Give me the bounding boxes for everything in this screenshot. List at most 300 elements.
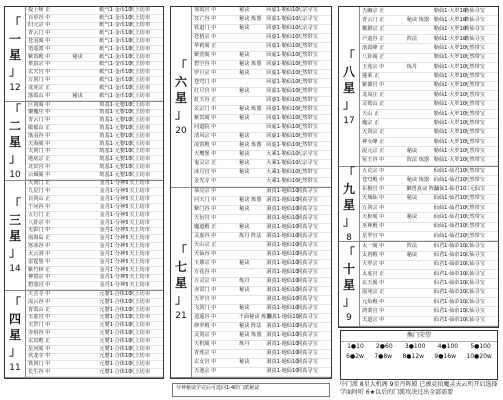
sect-row	[26, 172, 163, 180]
sect-cell: 回虚1·勒仙10	[266, 61, 299, 68]
sect-row	[26, 156, 163, 164]
star-char: 七	[174, 260, 187, 275]
star-group	[5, 181, 163, 292]
sect-cell: 天池宗 中	[194, 368, 217, 375]
sect-row	[26, 243, 163, 251]
sect-cell: 天上坊市	[129, 188, 150, 195]
sect-cell: 勒仙寻宝	[464, 35, 485, 42]
sect-cell: 天上坊市	[129, 180, 150, 187]
sect-cell: 勒仙1·大罗10	[433, 157, 467, 164]
star-char: 」	[342, 214, 355, 229]
sect-cell: 洞真1·地仙10	[266, 269, 299, 276]
sect-row	[192, 25, 331, 34]
sect-cell: 洞真寻宝	[296, 332, 318, 339]
sect-cell: 天上坊市	[129, 30, 151, 37]
sect-cell: 无然带宝	[464, 147, 485, 154]
star-name	[9, 102, 21, 166]
sect-cell: 天上坊市	[129, 171, 151, 178]
sect-cell: 火云洞 中	[28, 250, 51, 257]
sect-cell: 天上坊市	[129, 148, 151, 155]
sect-cell: 回虚1·勒仙10	[266, 7, 299, 14]
sect-cell: 筑基1·元婴10	[99, 163, 132, 170]
sect-row	[192, 305, 331, 314]
sect-row	[192, 142, 331, 151]
sect-cell: 虹天谷 正	[194, 97, 217, 104]
sect-row	[26, 282, 163, 290]
star-char: 」	[8, 344, 21, 359]
sect-cell: 天上坊市	[129, 274, 150, 281]
star-name	[9, 15, 21, 79]
sect-cell: 天上坊市	[129, 306, 151, 313]
sect-cell: 勒仙1·大罗10	[433, 119, 467, 126]
sect-row	[192, 7, 331, 16]
sect-cell: 天上坊市	[129, 282, 150, 289]
sect-row	[192, 160, 331, 169]
sect-row	[192, 52, 331, 61]
sect-cell: 仙君1·仙帝10	[433, 289, 467, 296]
sect-row	[360, 289, 498, 298]
sect-cell: 秘诀	[72, 53, 83, 60]
sect-cell: 南海岛 正	[28, 235, 51, 242]
sect-cell: 罗巨宗 中	[194, 70, 217, 77]
hall-cell: 7●8w	[374, 353, 393, 360]
sect-cell: 天上坊市	[129, 140, 151, 147]
sect-row	[192, 260, 331, 269]
sect-cell: 恭亮宗 中	[194, 188, 217, 195]
sect-row	[360, 307, 498, 316]
sect-cell: 秘诀	[406, 147, 418, 154]
star-group	[171, 7, 331, 188]
sect-cell: 天上坊市	[129, 84, 151, 91]
sect-cell: 勒仙1·大罗10	[433, 82, 467, 89]
sect-row	[192, 197, 331, 206]
star-group	[339, 167, 498, 242]
sect-cell: 雷霆堡 中	[28, 258, 51, 265]
sect-cell: 阵法 炼器	[406, 157, 430, 164]
sect-cell: 千问谷 中	[28, 203, 51, 210]
sect-cell: 天上坊市	[129, 345, 151, 352]
sect-cell: 红月宫 中	[194, 88, 217, 95]
sect-cell: 阵法	[406, 242, 418, 249]
star-char: 」	[8, 245, 21, 260]
star-count: 8	[346, 233, 352, 244]
sect-cell: 天上坊市	[129, 298, 151, 305]
star-char: 「	[342, 246, 355, 261]
sect-cell: 洞真1·地仙10	[266, 314, 299, 321]
sect-cell: 百草谷 中	[28, 14, 51, 21]
sect-cell: 灵虚谷 中	[194, 233, 217, 240]
sect-cell: 天幽宗 正	[362, 7, 385, 14]
star-count: 12	[9, 82, 21, 93]
star-label	[5, 102, 26, 180]
sect-cell: 纸气1·金币10	[99, 38, 132, 45]
sect-row	[26, 38, 163, 46]
sect-row	[360, 317, 498, 326]
sect-cell: 秘诀	[239, 70, 250, 77]
sect-cell: 天然带宝	[464, 195, 485, 202]
sect-cell: 天上坊市	[129, 258, 150, 265]
sect-row	[360, 223, 498, 232]
sect-row	[192, 106, 331, 115]
sect-cell: 秘诀	[239, 115, 250, 122]
sect-cell: 金丹1·分神5	[99, 219, 129, 226]
star-char: 」	[342, 294, 355, 309]
sect-cell: 蓬莱 正	[362, 73, 380, 80]
sect-cell: 无然带宝	[296, 124, 318, 131]
sect-rows	[360, 242, 498, 326]
sect-cell: 苍梧宗 中	[194, 34, 217, 41]
sect-cell: 元婴1·合体10	[99, 353, 132, 360]
sect-row	[26, 196, 163, 204]
sect-cell: 八卦宗 中	[28, 219, 51, 226]
sect-row	[360, 110, 498, 119]
sect-cell: 洞真1·地仙10	[266, 323, 299, 330]
sect-cell: 秘诀	[72, 92, 83, 99]
sect-cell: 天然带宝	[464, 167, 485, 174]
sect-cell: 仙仙1·仙君10	[433, 213, 467, 220]
sect-cell: 魔道殿 正	[194, 224, 217, 231]
sect-cell: 元始殿 中	[362, 298, 385, 305]
sect-cell: 青云门 中	[28, 30, 51, 37]
sect-cell: 金丹1·分神5	[99, 188, 129, 195]
sect-cell: 苍穹殿 中	[362, 176, 385, 183]
sect-row	[192, 296, 331, 305]
sect-cell: 星河阁 中	[28, 345, 51, 352]
sect-cell: 天剑门 中	[28, 148, 51, 155]
hall-cell: 10●20w	[466, 353, 492, 360]
sect-cell: 天音寺 中	[28, 290, 51, 297]
sect-cell: 玉鼎宗 中	[194, 260, 217, 267]
sect-cell: 洞真1·地仙10	[266, 206, 299, 213]
sect-cell: 太初殿 中	[362, 252, 385, 259]
sect-row	[192, 124, 331, 133]
sect-cell: 仙君1·仙帝10	[433, 270, 467, 277]
hall-title: 熊门荣望	[341, 331, 497, 342]
sect-row	[360, 91, 498, 100]
sect-row	[192, 350, 331, 359]
sect-cell: 流云谷 中	[28, 298, 51, 305]
sect-cell: 敏郁山 正	[28, 124, 51, 131]
sect-cell: 五行门 正	[28, 211, 51, 218]
sect-cell: 玄仙寻宝	[464, 270, 485, 277]
star-group	[5, 102, 163, 181]
sect-cell: 洞真寻宝	[296, 260, 318, 267]
sect-cell: 勒仙寻宝	[464, 26, 485, 33]
sect-row	[192, 43, 331, 52]
sect-cell: 炼丹	[406, 63, 418, 70]
sect-cell: 青云门 正	[362, 16, 385, 23]
sect-cell: 鬼灵宗 正	[194, 160, 217, 167]
sect-row	[26, 85, 163, 93]
sect-cell: 洞真寻宝	[297, 314, 318, 321]
sect-cell: 神女峰 正	[362, 138, 385, 145]
sect-cell: 巨剑阁 中	[28, 101, 51, 108]
sect-cell: 玄冥殿 正	[28, 337, 51, 344]
sect-row	[360, 7, 498, 16]
sect-cell: 天上坊市	[129, 156, 151, 163]
sect-cell: 天上坊市	[129, 69, 151, 76]
sect-cell: 金丹1·分神5	[99, 180, 129, 187]
sect-row	[360, 298, 498, 307]
sect-cell: 寒冰谷 中	[28, 243, 51, 250]
sect-cell: 归元宗 中	[28, 22, 51, 29]
sect-cell: 玄天宫 中	[28, 69, 51, 76]
sect-cell: 星罗宫 中	[362, 232, 385, 239]
sect-cell: 紫门谷 中	[194, 206, 217, 213]
sect-cell: 无然带宝	[296, 70, 318, 77]
star-count: 21	[175, 311, 187, 322]
sect-cell: 无然带宝	[464, 54, 485, 61]
sect-cell: 天然带宝	[464, 213, 485, 220]
sect-row	[192, 323, 331, 332]
sect-cell: 千面秘诀 炼器	[238, 314, 272, 321]
sect-cell: 仙君1·仙帝10	[433, 280, 467, 287]
sect-cell: 洞真寻宝	[296, 305, 318, 312]
sect-row	[360, 242, 498, 251]
sect-cell: 金丹1·分神5	[99, 250, 129, 257]
sect-row	[26, 77, 163, 85]
sect-cell: 逍遥谷 中	[194, 314, 217, 321]
star-name	[343, 165, 355, 229]
sect-cell: 神霄宗 中	[28, 274, 51, 281]
sect-cell: 大乘1·勒仙10	[266, 178, 299, 185]
sect-cell: 青霞山 正	[28, 306, 51, 313]
sect-cell: 洞真1·地仙10	[266, 242, 299, 249]
sect-cell: 纸气1·金币10	[99, 30, 132, 37]
sect-cell: 元婴1·合体10	[99, 322, 132, 329]
star-group	[339, 7, 498, 167]
sect-row	[360, 261, 498, 270]
sect-cell: 冤王谷 中	[362, 157, 385, 164]
sect-cell: 洞真寻宝	[296, 323, 318, 330]
sect-row	[192, 88, 331, 97]
sect-row	[192, 359, 331, 368]
sect-cell: 无然带宝	[296, 79, 318, 86]
sect-cell: 万灵宗 中	[194, 278, 217, 285]
sect-cell: 无然带宝	[296, 178, 318, 185]
star-char: 九	[342, 182, 355, 197]
sect-cell: 元婴1·合体10	[99, 345, 132, 352]
sect-cell: 勒仙1·大罗10	[433, 54, 467, 61]
sect-cell: 秘诀	[406, 195, 418, 202]
sect-cell: 天城仙 中	[362, 195, 385, 202]
sect-row	[192, 269, 331, 278]
sect-cell: 天上坊市	[129, 314, 151, 321]
sect-cell: 天上坊市	[129, 243, 150, 250]
star-char: 八	[342, 64, 355, 79]
sect-cell: 天上坊市	[129, 53, 151, 60]
sect-cell: 回虚1·勒仙10	[266, 34, 299, 41]
sect-cell: 玄天阁 中	[362, 280, 385, 287]
sect-cell: 天上坊市	[129, 353, 151, 360]
sect-cell: 洞真1·地仙10	[266, 215, 299, 222]
star-char: 「	[174, 244, 187, 259]
sect-cell: 天上坊市	[129, 361, 151, 368]
star-char: 」	[8, 63, 21, 78]
sect-row	[26, 369, 163, 377]
sect-cell: 勒仙1·大罗10	[433, 101, 467, 108]
star-count: 11	[9, 363, 21, 374]
star-name	[343, 48, 355, 112]
sect-cell: 龙虎宗 正	[28, 84, 51, 91]
sect-cell: 天罗宫 中	[194, 296, 217, 303]
sect-cell: 天上坊市	[129, 368, 151, 375]
sect-cell: 秘诀 炼器	[239, 197, 262, 204]
sect-cell: 大宗寻宝	[296, 25, 318, 32]
sect-cell: 回虚1·勒仙10	[266, 106, 299, 113]
star-char: 星	[174, 90, 187, 105]
sect-row	[192, 251, 331, 260]
sect-cell: 纸气1·金币10	[99, 77, 132, 84]
sect-cell: 无然带宝	[464, 157, 485, 164]
sect-cell: 勒仙寻宝	[464, 16, 485, 23]
sect-cell: 玄仙寻宝	[464, 289, 485, 296]
sect-cell: 回虚1·勒仙10	[266, 79, 299, 86]
sect-rows	[192, 7, 331, 187]
sect-row	[360, 204, 498, 213]
sect-cell: 天上坊市	[129, 92, 151, 99]
sect-cell: 无然带宝	[464, 73, 485, 80]
star-char: 星	[8, 47, 21, 62]
sect-cell: 天道宗 中	[362, 317, 385, 324]
star-char: 「	[8, 197, 21, 212]
sect-cell: 仙君1·仙帝10	[433, 252, 467, 259]
sect-rows	[360, 7, 498, 166]
sect-cell: 洞真1·地仙10	[266, 197, 299, 204]
sect-cell: 华莉阁 正	[194, 43, 217, 50]
sect-cell: 天上坊市	[129, 77, 151, 84]
sect-cell: 仙君1·仙帝10	[433, 317, 467, 324]
sect-cell: 天鹰堡 中	[194, 151, 217, 158]
sect-row	[360, 63, 498, 72]
sect-cell: 洞真寻宝	[296, 368, 318, 375]
star-char: 「	[8, 15, 21, 30]
hall-cell: 3●100	[404, 343, 426, 350]
star-group	[171, 188, 331, 378]
sect-cell: 秘诀	[406, 252, 418, 259]
sect-cell: 仙仙1·仙君10	[433, 232, 467, 239]
sect-cell: 勒仙1·大罗10	[433, 73, 467, 80]
sect-cell: 百剑山 正	[28, 196, 51, 203]
sect-cell: 地底宗 正	[28, 156, 51, 163]
star-group	[5, 7, 163, 102]
sect-cell: 冰月宫 中	[194, 169, 217, 176]
sect-cell: 勒仙1·大罗10	[433, 35, 467, 42]
sect-row	[192, 233, 331, 242]
sect-cell: 回虚1·勒仙10	[266, 52, 299, 59]
sect-cell: 黄泉宗 中	[28, 61, 51, 68]
sect-cell: 天然带宝	[464, 232, 485, 239]
sect-row	[360, 73, 498, 82]
sect-cell: 天上坊市	[129, 124, 151, 131]
sect-cell: 洞真1·地仙10	[266, 260, 299, 267]
sect-cell: 洞真1·地仙10	[266, 368, 299, 375]
sect-cell: 凌霄殿 中	[194, 142, 217, 149]
sect-cell: 大乘1·勒仙10	[266, 169, 299, 176]
sect-cell: 元婴1·合体10	[99, 306, 132, 313]
hall-row-1	[341, 342, 497, 352]
hall-row-2	[341, 352, 497, 362]
sect-cell: 天上坊市	[129, 22, 151, 29]
sect-cell: 无然带宝	[296, 142, 318, 149]
sect-cell: 赤焰谷 中	[28, 329, 51, 336]
sect-cell: 天上坊市	[129, 45, 151, 52]
sect-cell: 洞真寻宝	[296, 287, 318, 294]
sect-cell: 仙仙1·仙君10	[433, 167, 467, 174]
sect-cell: 天上坊市	[129, 38, 151, 45]
sect-row	[360, 186, 498, 195]
sect-row	[26, 299, 163, 307]
sect-cell: 九星门 中	[28, 188, 51, 195]
sect-cell: 仙仙1·仙君10	[433, 176, 467, 183]
sect-cell: 筑基1·元婴10	[99, 148, 132, 155]
star-count: 14	[9, 264, 21, 275]
sect-cell: 灵鹫山 正	[362, 101, 385, 108]
sect-cell: 天山 正	[362, 110, 380, 117]
sect-cell: 金丹1·分神5	[99, 274, 129, 281]
sect-row	[360, 54, 498, 63]
sect-cell: 伏龙寺 中	[28, 353, 51, 360]
star-char: 星	[342, 80, 355, 95]
sect-row	[192, 115, 331, 124]
sect-cell: 金丹1·分神5	[99, 235, 129, 242]
sect-cell: 勒仙1·大罗10	[433, 138, 467, 145]
star-char: 星	[8, 134, 21, 149]
sect-cell: 勒仙1·大罗10	[433, 63, 467, 70]
sect-row	[26, 291, 163, 299]
sect-cell: 天上坊市	[129, 6, 151, 13]
sect-cell: 金丹1·分神5	[99, 227, 129, 234]
note-six-star: 分神秘诀学完后可选回1-4阶门派秘诀	[172, 383, 330, 397]
sect-cell: 大宗寻宝	[296, 151, 318, 158]
sect-cell: 青云门 中	[28, 117, 51, 124]
sect-cell: 冥亡谷 中	[194, 16, 217, 23]
sect-cell: 紫竹林 正	[28, 266, 51, 273]
sect-cell: 秘诀 炼器	[239, 332, 262, 339]
sect-cell: 洞真寻宝	[296, 341, 318, 348]
sect-cell: 回虚1·勒仙10	[266, 124, 299, 131]
sect-cell: 无然带宝	[296, 88, 318, 95]
star-label	[5, 7, 26, 101]
sect-cell: 洞真1·地仙10	[266, 224, 299, 231]
sect-cell: 秘诀	[239, 52, 250, 59]
star-char: 「	[174, 58, 187, 73]
sect-rows	[26, 102, 163, 180]
sect-row	[360, 44, 498, 53]
sect-row	[360, 35, 498, 44]
sect-cell: 金丹1·分神5	[99, 243, 129, 250]
sect-cell: 紫霄殿 中	[28, 53, 51, 60]
sect-cell: 纸气1·金币10	[99, 61, 132, 68]
sect-cell: 元婴1·合体10	[99, 314, 132, 321]
sect-rows	[360, 167, 498, 241]
hall-cell: 2●60	[375, 343, 393, 350]
sect-cell: 落羽谷 中	[28, 132, 51, 139]
sect-cell: 洞真1·地仙10	[266, 287, 299, 294]
sect-cell: 逍遥派 中	[28, 45, 51, 52]
sect-cell: 秘诀 炼器	[406, 176, 430, 183]
sect-cell: 秘诀 阵法	[239, 323, 262, 330]
star-char: 「	[342, 48, 355, 63]
sect-cell: 玄仙寻宝	[464, 261, 485, 268]
sect-cell: 金丹1·分神5	[99, 211, 129, 218]
sect-cell: 问道院 中	[194, 124, 217, 131]
sect-cell: 天上坊市	[129, 196, 150, 203]
sect-cell: 秘诀 炼器	[239, 106, 262, 113]
star-label	[5, 181, 26, 291]
sect-cell: 秘诀	[239, 260, 250, 267]
sect-cell: 无然带宝	[464, 91, 485, 98]
